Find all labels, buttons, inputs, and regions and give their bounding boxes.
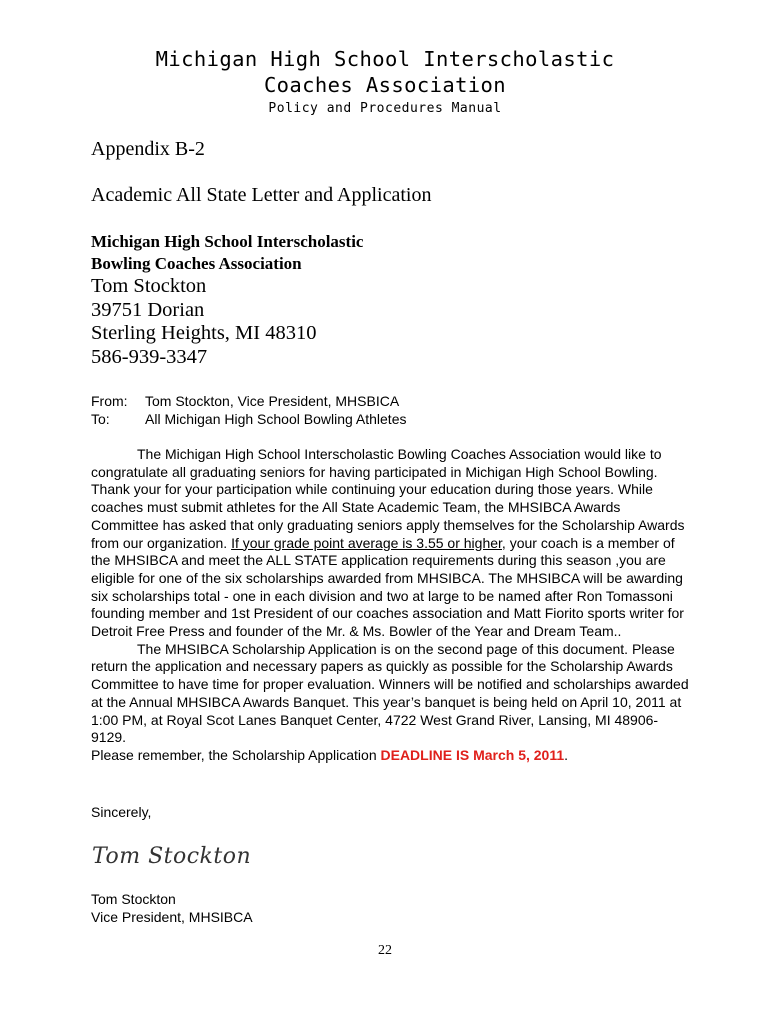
page-number: 22 — [378, 943, 392, 958]
sender-address — [91, 275, 317, 369]
body-p1-end: your coach is a member of the MHSIBCA and meet the ALL STATE application requirements during this season ,you are eligible for one of the six scholarships awarded from MHSIBCA. The MHSIBCA will be awarding six scholarships total - one in each division and two at large to be named after Ron Tomassoni founding member and 1st President of our coaches association and Matt Fiorito sports writer for Detroit Free Press and founder of the Mr. & Ms. Bowler of the Year and Dream Team.. — [91, 534, 684, 640]
header-title-line2: Coaches Association — [263, 73, 507, 97]
memo-from-row — [91, 392, 406, 410]
body-p3-start: Please remember, the Scholarship Application — [91, 746, 381, 763]
memo-from-value: Tom Stockton, Vice President, MHSBICA — [145, 393, 400, 409]
memo-from-label: From: — [91, 393, 128, 409]
signer-title: Vice President, MHSIBCA — [91, 909, 253, 925]
header-subtitle: Policy and Procedures Manual — [268, 101, 502, 116]
address-name: Tom Stockton — [91, 275, 207, 297]
organization-line2: Bowling Coaches Association — [91, 254, 302, 273]
manual-header — [0, 46, 770, 119]
memo-to-row — [91, 410, 406, 428]
signature-text: Tom Stockton — [92, 844, 252, 869]
deadline-notice: DEADLINE IS March 5, 2011 — [380, 746, 565, 763]
header-title-line1: Michigan High School Interscholastic — [155, 47, 615, 71]
body-p3-end: . — [564, 746, 569, 763]
body-p1-start: The Michigan High School Interscholastic Bowling Coaches Association would like to congratulate all graduating seniors for having participated in Michigan High School Bowling. Thank your for your participation while continuing your education during those years. While coaches must submit athletes for the All State Academic Team, the MHSIBCA Awards Committee has asked that only graduating seniors apply themselves for the Scholarship Awards from our organization. — [91, 446, 685, 551]
address-street: 39751 Dorian — [91, 298, 205, 321]
body-paragraph-2 — [91, 641, 691, 747]
body-p2: The MHSIBCA Scholarship Application is on the second page of this document. Please return the application and necessary papers as quickly as possible for the Scholarship Awards Committee to have time for proper evaluation. Winners will be notified and scholarships awarded at the Annual MHSIBCA Awards Banquet. This year’s banquet is being held on April 10, 2011 at 1:00 PM, at Royal Scot Lanes Banquet Center, 4722 West Grand River, Lansing, MI 48906-9129. — [91, 640, 689, 746]
memo-block — [91, 392, 406, 428]
address-city: Sterling Heights, MI 48310 — [91, 322, 317, 344]
memo-to-label: To: — [91, 411, 110, 427]
letter-body — [91, 446, 691, 765]
organization-line1: Michigan High School Interscholastic — [91, 232, 364, 251]
handwritten-signature — [90, 835, 252, 875]
grade-requirement: If your grade point average is 3.55 or higher, — [231, 534, 506, 551]
letter-subject: Academic All State Letter and Application — [91, 184, 432, 206]
body-paragraph-3 — [91, 747, 691, 765]
closing-sincerely: Sincerely, — [91, 804, 152, 820]
body-paragraph-1 — [91, 446, 691, 641]
signer-name: Tom Stockton — [91, 891, 176, 907]
appendix-heading: Appendix B-2 — [91, 138, 205, 160]
organization-name — [91, 231, 363, 275]
address-phone: 586-939-3347 — [91, 345, 208, 368]
signature-block — [91, 890, 253, 926]
memo-to-value: All Michigan High School Bowling Athletes — [145, 411, 407, 427]
